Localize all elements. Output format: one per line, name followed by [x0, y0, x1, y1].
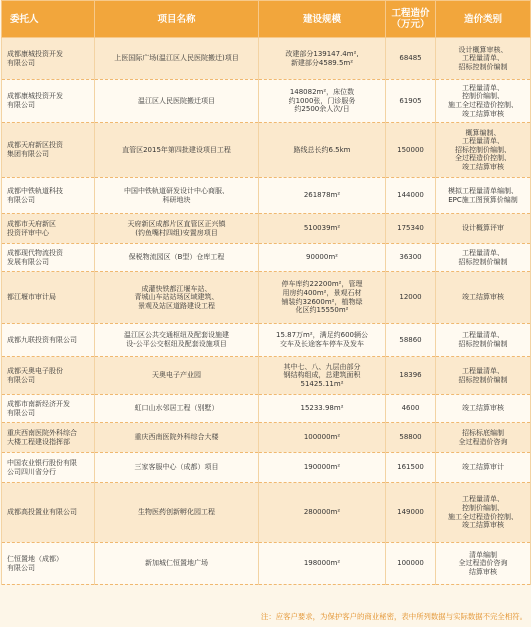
category-cell-line: 招标控制价编制、	[455, 145, 511, 154]
scale-cell-line: 148082m²，床位数	[289, 88, 355, 97]
category-cell-line: 竣工结算审核	[462, 109, 504, 118]
client-cell-line: 成都中铁轨道科技	[7, 186, 63, 195]
category-cell	[436, 395, 531, 423]
category-cell-line: 招标控制价编制	[458, 62, 508, 71]
project-cell	[95, 38, 259, 80]
client-cell-line: 仁恒置地（成都）	[7, 554, 63, 563]
project-cell-line: 青城山车站站场区域建筑、	[134, 293, 219, 302]
scale-cell	[259, 483, 386, 543]
client-cell	[2, 324, 95, 357]
category-cell	[436, 423, 531, 453]
scale-cell-line: 钢结构组成，总建筑面积	[283, 371, 361, 380]
project-cell	[95, 214, 259, 244]
table-row	[2, 80, 531, 123]
scale-cell-line: 510039m²	[303, 224, 341, 233]
project-cell	[95, 324, 259, 357]
client-cell-line: 成都市天府新区	[7, 219, 56, 228]
scale-cell	[259, 244, 386, 272]
client-cell	[2, 214, 95, 244]
client-cell	[2, 423, 95, 453]
client-cell	[2, 543, 95, 585]
cost-cell: 58800	[386, 423, 436, 453]
project-cell	[95, 453, 259, 483]
client-cell-line: 成都高投置业有限公司	[7, 508, 77, 517]
category-cell-line: 设计概算评审	[462, 224, 504, 233]
cost-cell: 150000	[386, 123, 436, 178]
header-cost-line1: 工程造价	[391, 8, 430, 19]
cost-cell: 100000	[386, 543, 436, 585]
scale-cell-line: 新建部分4589.5m²	[290, 58, 354, 67]
cost-cell: 4600	[386, 395, 436, 423]
category-cell-line: 施工全过程造价控制、	[448, 101, 518, 109]
scale-cell	[259, 395, 386, 423]
table-row	[2, 178, 531, 214]
cost-cell: 161500	[386, 453, 436, 483]
category-cell-line: 招标标底编制	[462, 428, 504, 437]
scale-cell-line: 约1000张，门诊服务	[288, 96, 356, 105]
category-cell	[436, 214, 531, 244]
scale-cell	[259, 272, 386, 324]
header-cost	[386, 1, 436, 38]
header-project: 项目名称	[95, 1, 259, 38]
client-cell-line: 成都康城投资开发	[7, 49, 63, 58]
scale-cell	[259, 324, 386, 357]
scale-cell	[259, 453, 386, 483]
project-cell	[95, 80, 259, 123]
category-cell-line: 竣工结算审核	[462, 162, 504, 171]
category-cell-line: 全过程造价咨询	[458, 559, 508, 568]
project-cell	[95, 357, 259, 395]
category-cell	[436, 543, 531, 585]
scale-cell-line: 190000m²	[303, 463, 341, 472]
table-row	[2, 357, 531, 395]
scale-cell-line: 交车及长途客车停车及发车	[280, 340, 364, 348]
table-header-row	[2, 1, 531, 38]
category-cell-line: 工程量清单、	[462, 54, 504, 63]
scale-cell-line: 铺装约32600m²，植物绿	[281, 297, 363, 306]
scale-cell-line: 15233.98m²	[300, 404, 344, 413]
client-cell-line: 成都九联投资有限公司	[7, 335, 77, 344]
category-cell	[436, 357, 531, 395]
project-cell-line: 重庆西南医院外科综合大楼	[134, 433, 219, 442]
project-cell-line: 天府新区成都片区直管区正兴镇	[127, 219, 226, 228]
scale-cell-line: 改建部分139147.4m²,	[285, 49, 359, 58]
client-cell-line: 公司四川省分行	[7, 467, 56, 476]
project-cell-line: 温江区人民医院搬迁项目	[138, 96, 215, 105]
category-cell	[436, 324, 531, 357]
category-cell-line: 招标控制价编制	[458, 340, 508, 348]
cost-cell: 175340	[386, 214, 436, 244]
category-cell-line: 工程量清单、	[462, 83, 504, 92]
scale-cell-line: 停车库约22200m²，管理	[281, 280, 363, 289]
category-cell-line: 招标控制价编制	[458, 375, 508, 384]
category-cell	[436, 80, 531, 123]
category-cell-line: 模拟工程量清单编制、	[448, 186, 518, 195]
project-cell-line: 生物医药创新孵化园工程	[138, 508, 215, 517]
table-row	[2, 272, 531, 324]
scale-cell-line: 用房约400m²，景观石材	[282, 288, 362, 297]
scale-cell-line: 其中七、八、九层由部分	[283, 362, 361, 371]
scale-cell-line: 90000m²	[306, 253, 338, 262]
client-cell	[2, 357, 95, 395]
category-cell	[436, 178, 531, 214]
client-cell-line: 成都现代物流投资	[7, 248, 63, 257]
client-cell	[2, 80, 95, 123]
client-cell	[2, 123, 95, 178]
category-cell-line: 设计概算审核、	[458, 45, 508, 54]
category-cell-line: 工程量清单、	[462, 366, 504, 375]
client-cell-line: 大楼工程建设指挥部	[7, 437, 70, 446]
table-row	[2, 395, 531, 423]
scale-cell-line: 约2500余人次/日	[294, 105, 350, 114]
category-cell-line: 工程量清单、	[462, 495, 504, 504]
cost-cell: 58860	[386, 324, 436, 357]
category-cell-line: 结算审核	[469, 567, 497, 576]
category-cell	[436, 272, 531, 324]
category-cell-line: 竣工结算审核	[462, 293, 504, 302]
table-row	[2, 324, 531, 357]
client-cell-line: 成都市南新经济开发	[7, 399, 70, 408]
category-cell	[436, 38, 531, 80]
scale-cell	[259, 80, 386, 123]
cost-cell: 68485	[386, 38, 436, 80]
project-cell-line: 上医国际广场(温江区人民医院搬迁)项目	[114, 54, 239, 63]
client-cell-line: 中国农业银行股份有限	[7, 458, 77, 467]
project-table-wrapper	[1, 0, 530, 585]
client-cell	[2, 178, 95, 214]
table-row	[2, 423, 531, 453]
scale-cell	[259, 38, 386, 80]
client-cell	[2, 483, 95, 543]
cost-cell: 18396	[386, 357, 436, 395]
category-cell	[436, 123, 531, 178]
project-cell-line: (钓鱼嘴村四组)安置房项目	[135, 228, 218, 237]
footnote: 注：应客户要求，为保护客户的商业秘密，表中所列数据与实际数据不完全相符。	[260, 612, 527, 621]
project-cell-line: 成灌快铁都江堰车站、	[141, 284, 212, 293]
scale-cell	[259, 214, 386, 244]
client-cell-line: 有限公司	[7, 58, 35, 67]
scale-cell-line: 15.87万m²，满足约600辆公	[275, 331, 369, 340]
scale-cell-line: 路线总长约6.5km	[293, 145, 351, 154]
scale-cell-line: 280000m²	[303, 508, 341, 517]
project-cell-line: 科研地块	[162, 195, 191, 204]
client-cell-line: 有限公司	[7, 408, 35, 417]
category-cell-line: 工程量清单、	[462, 331, 504, 340]
project-table	[1, 0, 531, 585]
category-cell-line: EPC施工图预算价编制	[448, 195, 518, 204]
project-cell	[95, 395, 259, 423]
category-cell	[436, 483, 531, 543]
project-cell	[95, 244, 259, 272]
table-body	[2, 38, 531, 585]
category-cell-line: 工程量清单、	[462, 248, 504, 257]
project-cell	[95, 543, 259, 585]
client-cell-line: 都江堰市审计局	[7, 293, 56, 302]
category-cell-line: 控制价编制、	[462, 92, 504, 101]
scale-cell	[259, 423, 386, 453]
cost-cell: 149000	[386, 483, 436, 543]
cost-cell: 36300	[386, 244, 436, 272]
category-cell-line: 工程量清单、	[462, 137, 504, 146]
scale-cell	[259, 123, 386, 178]
table-row	[2, 38, 531, 80]
client-cell-line: 有限公司	[7, 375, 35, 384]
project-cell-line: 天奥电子产业园	[152, 371, 201, 380]
client-cell-line: 集团有限公司	[7, 150, 49, 158]
project-cell-line: 保税物流园区（B型）仓库工程	[128, 253, 225, 262]
scale-cell-line: 261878m²	[303, 191, 341, 200]
project-cell-line: 直管区2015年第四批建设项目工程	[122, 145, 231, 154]
category-cell-line: 招标控制价编制	[458, 257, 508, 266]
client-cell-line: 成都康城投资开发	[7, 92, 63, 101]
project-cell-line: 温江区公共交通枢纽及配套设施建	[124, 331, 229, 340]
cost-cell: 61905	[386, 80, 436, 123]
cost-cell: 144000	[386, 178, 436, 214]
project-cell	[95, 123, 259, 178]
project-cell	[95, 483, 259, 543]
category-cell-line: 全过程造价控制、	[455, 154, 511, 163]
header-client: 委托人	[2, 1, 95, 38]
client-cell	[2, 38, 95, 80]
category-cell-line: 清单编制	[469, 550, 497, 559]
client-cell-line: 有限公司	[7, 563, 35, 572]
client-cell-line: 成都天府新区投资	[7, 141, 63, 150]
cost-cell: 12000	[386, 272, 436, 324]
project-cell	[95, 423, 259, 453]
table-row	[2, 543, 531, 585]
project-cell-line: 新加城仁恒置地广场	[145, 559, 208, 568]
project-cell	[95, 178, 259, 214]
category-cell-line: 竣工结算审计	[462, 463, 504, 472]
client-cell	[2, 453, 95, 483]
client-cell-line: 有限公司	[7, 101, 35, 109]
client-cell	[2, 395, 95, 423]
table-row	[2, 123, 531, 178]
client-cell-line: 重庆西南医院外科综合	[7, 428, 77, 437]
scale-cell	[259, 543, 386, 585]
category-cell-line: 施工全过程造价控制、	[448, 512, 518, 521]
project-cell	[95, 272, 259, 324]
category-cell	[436, 453, 531, 483]
project-cell-line: 中国中铁轨道研发设计中心商服、	[124, 186, 229, 195]
header-cost-line2: （万元）	[391, 19, 430, 30]
scale-cell-line: 51425.11m²	[300, 379, 344, 388]
scale-cell-line: 化区约15550m²	[295, 306, 349, 315]
project-cell-line: 三家客服中心（成都）项目	[134, 463, 219, 472]
scale-cell	[259, 357, 386, 395]
client-cell-line: 发展有限公司	[7, 257, 49, 266]
table-row	[2, 483, 531, 543]
client-cell	[2, 272, 95, 324]
project-cell-line: 虹口山水邻居工程（别墅）	[134, 404, 219, 413]
header-category: 造价类别	[436, 1, 531, 38]
client-cell	[2, 244, 95, 272]
scale-cell	[259, 178, 386, 214]
category-cell-line: 控制价编制、	[462, 503, 504, 512]
scale-cell-line: 198000m²	[303, 559, 341, 568]
project-cell-line: 设-公平公交枢纽及配套设施项目	[126, 340, 227, 348]
category-cell	[436, 244, 531, 272]
table-row	[2, 244, 531, 272]
category-cell-line: 全过程造价咨询	[458, 437, 508, 446]
table-row	[2, 453, 531, 483]
project-cell-line: 景观及站区道路建设工程	[138, 301, 215, 310]
client-cell-line: 投资评审中心	[7, 228, 49, 237]
category-cell-line: 竣工结算审核	[462, 404, 504, 413]
table-row	[2, 214, 531, 244]
client-cell-line: 有限公司	[7, 195, 35, 204]
category-cell-line: 竣工结算审核	[462, 521, 504, 530]
scale-cell-line: 100000m²	[303, 433, 341, 442]
client-cell-line: 成都天奥电子股份	[7, 366, 63, 375]
header-scale: 建设规模	[259, 1, 386, 38]
category-cell-line: 概算编制、	[465, 128, 501, 137]
